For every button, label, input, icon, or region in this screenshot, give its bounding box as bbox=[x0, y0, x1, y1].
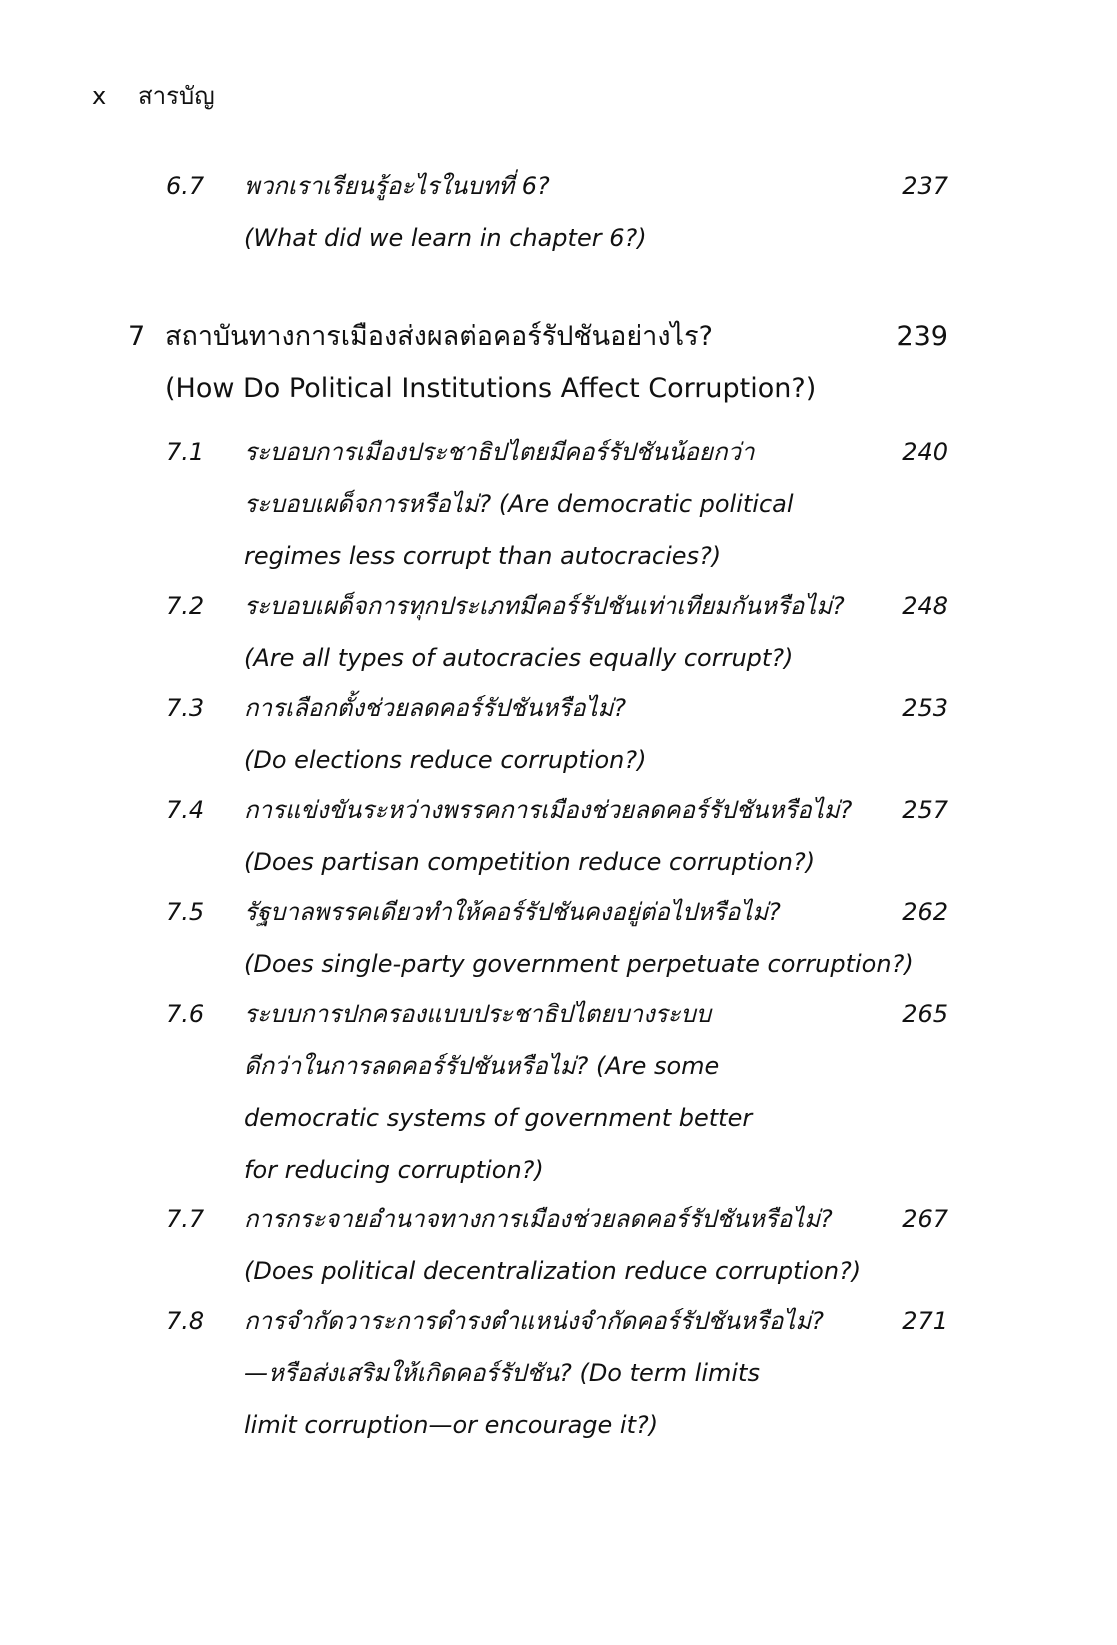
section-title-line: —หรือส่งเสริมให้เกิดคอร์รัปชัน? (Do term limits bbox=[244, 1359, 760, 1387]
section-page: 253 bbox=[902, 694, 948, 722]
section-number: 6.7 bbox=[166, 172, 205, 200]
section-title bbox=[244, 682, 646, 786]
section-title-line: ระบบการปกครองแบบประชาธิปไตยบางระบบ bbox=[244, 1000, 711, 1028]
section-title-line: ระบอบเผด็จการหรือไม่? (Are democratic political bbox=[244, 490, 794, 518]
section-title-line: (Does single-party government perpetuate corruption?) bbox=[244, 950, 914, 978]
section-title-line: พวกเราเรียนรู้อะไรในบทที่ 6? bbox=[244, 172, 550, 200]
section-title-line: การแข่งขันระหว่างพรรคการเมืองช่วยลดคอร์รัปชันหรือไม่? bbox=[244, 796, 853, 824]
section-number: 7.3 bbox=[166, 694, 205, 722]
section-title-line: การเลือกตั้งช่วยลดคอร์รัปชันหรือไม่? bbox=[244, 694, 627, 722]
section-page: 237 bbox=[902, 172, 948, 200]
toc-entry-6-7[interactable] bbox=[166, 160, 948, 264]
section-title-line: ระบอบเผด็จการทุกประเภทมีคอร์รัปชันเท่าเทียมกันหรือไม่? bbox=[244, 592, 845, 620]
toc-entry-7-8[interactable] bbox=[166, 1295, 948, 1451]
section-title bbox=[244, 988, 752, 1196]
section-title bbox=[244, 1295, 824, 1451]
toc-entry-7-4[interactable] bbox=[166, 784, 948, 888]
section-number: 7.5 bbox=[166, 898, 205, 926]
section-title-line: for reducing corruption?) bbox=[244, 1156, 544, 1184]
section-title-line: (Are all types of autocracies equally corrupt?) bbox=[244, 644, 794, 672]
chapter-number: 7 bbox=[128, 321, 146, 352]
toc-chapter-7[interactable] bbox=[128, 311, 948, 415]
section-title-line: (Does partisan competition reduce corruption?) bbox=[244, 848, 816, 876]
chapter-page: 239 bbox=[896, 321, 948, 352]
section-title-line: (Do elections reduce corruption?) bbox=[244, 746, 647, 774]
section-title-line: (Does political decentralization reduce corruption?) bbox=[244, 1257, 862, 1285]
section-title-line: limit corruption—or encourage it?) bbox=[244, 1411, 659, 1439]
section-page: 248 bbox=[902, 592, 948, 620]
section-page: 262 bbox=[902, 898, 948, 926]
chapter-title bbox=[165, 311, 816, 415]
section-title bbox=[244, 886, 914, 990]
section-title-line: การจำกัดวาระการดำรงตำแหน่งจำกัดคอร์รัปชันหรือไม่? bbox=[244, 1307, 824, 1335]
section-number: 7.2 bbox=[166, 592, 205, 620]
toc-entry-7-7[interactable] bbox=[166, 1193, 948, 1297]
section-title bbox=[244, 784, 852, 888]
header-label: สารบัญ bbox=[138, 82, 215, 110]
section-title-line: ดีกว่าในการลดคอร์รัปชันหรือไม่? (Are some bbox=[244, 1052, 720, 1080]
toc-entry-7-5[interactable] bbox=[166, 886, 948, 990]
header-page-number: x bbox=[92, 82, 107, 110]
section-page: 265 bbox=[902, 1000, 948, 1028]
section-title bbox=[244, 426, 794, 582]
section-title bbox=[244, 580, 845, 684]
section-number: 7.8 bbox=[166, 1307, 205, 1335]
section-page: 271 bbox=[902, 1307, 948, 1335]
section-number: 7.7 bbox=[166, 1205, 205, 1233]
section-title-line: (What did we learn in chapter 6?) bbox=[244, 224, 647, 252]
section-title-line: regimes less corrupt than autocracies?) bbox=[244, 542, 722, 570]
toc-entry-7-2[interactable] bbox=[166, 580, 948, 684]
toc-entry-7-6[interactable] bbox=[166, 988, 948, 1196]
section-title-line: ระบอบการเมืองประชาธิปไตยมีคอร์รัปชันน้อยกว่า bbox=[244, 438, 755, 466]
chapter-title-english: (How Do Political Institutions Affect Corruption?) bbox=[165, 373, 817, 404]
chapter-title-thai: สถาบันทางการเมืองส่งผลต่อคอร์รัปชันอย่างไร? bbox=[165, 321, 713, 352]
toc-entry-7-3[interactable] bbox=[166, 682, 948, 786]
section-title-line: democratic systems of government better bbox=[244, 1104, 753, 1132]
section-title-line: การกระจายอำนาจทางการเมืองช่วยลดคอร์รัปชันหรือไม่? bbox=[244, 1205, 833, 1233]
running-header bbox=[92, 78, 215, 114]
section-page: 267 bbox=[902, 1205, 948, 1233]
section-page: 240 bbox=[902, 438, 948, 466]
section-title bbox=[244, 1193, 861, 1297]
section-number: 7.1 bbox=[166, 438, 205, 466]
section-page: 257 bbox=[902, 796, 948, 824]
section-number: 7.6 bbox=[166, 1000, 205, 1028]
section-title-line: รัฐบาลพรรคเดียวทำให้คอร์รัปชันคงอยู่ต่อไปหรือไม่? bbox=[244, 898, 781, 926]
toc-entry-7-1[interactable] bbox=[166, 426, 948, 582]
section-title bbox=[244, 160, 647, 264]
section-number: 7.4 bbox=[166, 796, 205, 824]
